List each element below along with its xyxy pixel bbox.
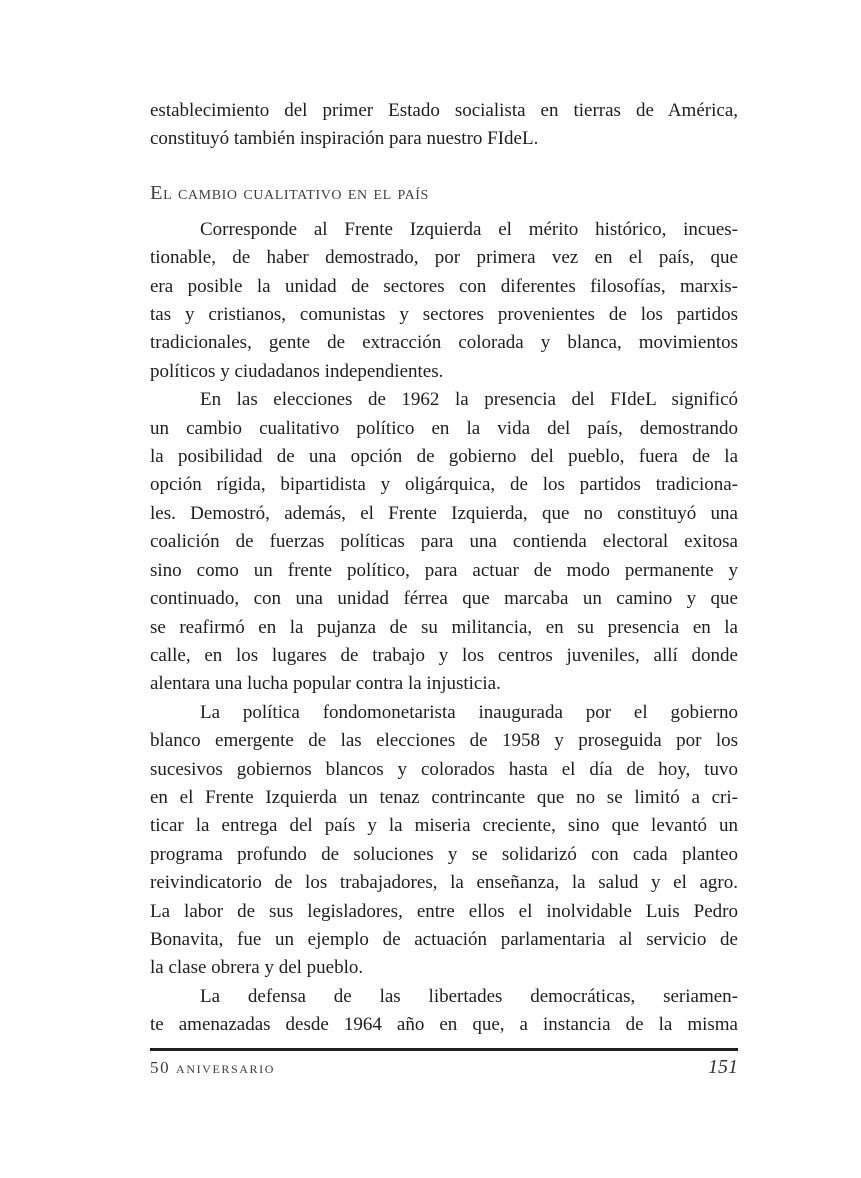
text-line: sino como un frente político, para actuar de modo permanente y [150, 559, 738, 581]
text-line: calle, en los lugares de trabajo y los centros juveniles, allí donde [150, 644, 738, 666]
text-line: La defensa de las libertades democráticas, seriamen- [200, 985, 738, 1007]
text-line: Bonavita, fue un ejemplo de actuación parlamentaria al servicio de [150, 928, 738, 950]
paragraph [150, 97, 738, 154]
page-body [150, 97, 738, 1040]
text-line: Corresponde al Frente Izquierda el mérito histórico, incues- [200, 218, 738, 240]
text-line: te amenazadas desde 1964 año en que, a instancia de la misma [150, 1014, 738, 1036]
text-line: tradicionales, gente de extracción colorada y blanca, movimientos [150, 332, 738, 354]
text-line: alentara una lucha popular contra la injusticia. [150, 673, 501, 695]
text-line: blanco emergente de las elecciones de 1958 y proseguida por los [150, 730, 738, 752]
text-line: sucesivos gobiernos blancos y colorados hasta el día de hoy, tuvo [150, 758, 738, 780]
text-line: programa profundo de soluciones y se solidarizó con cada planteo [150, 843, 738, 865]
paragraph [150, 699, 738, 983]
text-line: establecimiento del primer Estado socialista en tierras de América, [150, 100, 738, 121]
running-title: 50 aniversario [150, 1058, 275, 1077]
page-number: 151 [708, 1056, 738, 1078]
text-line: se reafirmó en la pujanza de su militancia, en su presencia en la [150, 616, 738, 638]
text-line: un cambio cualitativo político en la vida del país, demostrando [150, 417, 738, 439]
text-line: La política fondomonetarista inaugurada por el gobierno [200, 701, 738, 723]
text-line: la posibilidad de una opción de gobierno del pueblo, fuera de la [150, 446, 738, 468]
text-line: tionable, de haber demostrado, por primera vez en el país, que [150, 247, 738, 269]
text-line: les. Demostró, además, el Frente Izquierda, que no constituyó una [150, 502, 738, 524]
text-line: tas y cristianos, comunistas y sectores provenientes de los partidos [150, 304, 738, 326]
text-line: reivindicatorio de los trabajadores, la enseñanza, la salud y el agro. [150, 872, 738, 894]
footer-rule [150, 1048, 738, 1051]
text-line: continuado, con una unidad férrea que marcaba un camino y que [150, 588, 738, 610]
paragraph [150, 386, 738, 698]
text-line: La labor de sus legisladores, entre ellos el inolvidable Luis Pedro [150, 900, 738, 922]
footer-row [150, 1056, 738, 1079]
text-line: era posible la unidad de sectores con diferentes filosofías, marxis- [150, 275, 738, 297]
text-line: coalición de fuerzas políticas para una contienda electoral exitosa [150, 531, 738, 553]
paragraph [150, 216, 738, 386]
section-heading: El cambio cualitativo en el país [150, 181, 429, 204]
text-line: políticos y ciudadanos independientes. [150, 360, 444, 382]
page-footer [150, 1048, 738, 1079]
text-line: ticar la entrega del país y la miseria creciente, sino que levantó un [150, 815, 738, 837]
text-line: la clase obrera y del pueblo. [150, 957, 364, 979]
text-line: opción rígida, bipartidista y oligárquica, de los partidos tradiciona- [150, 474, 738, 496]
text-line: En las elecciones de 1962 la presencia del FIdeL significó [200, 389, 738, 411]
text-line: en el Frente Izquierda un tenaz contrincante que no se limitó a cri- [150, 786, 738, 808]
text-line: constituyó también inspiración para nuestro FIdeL. [150, 128, 539, 150]
paragraph [150, 983, 738, 1040]
